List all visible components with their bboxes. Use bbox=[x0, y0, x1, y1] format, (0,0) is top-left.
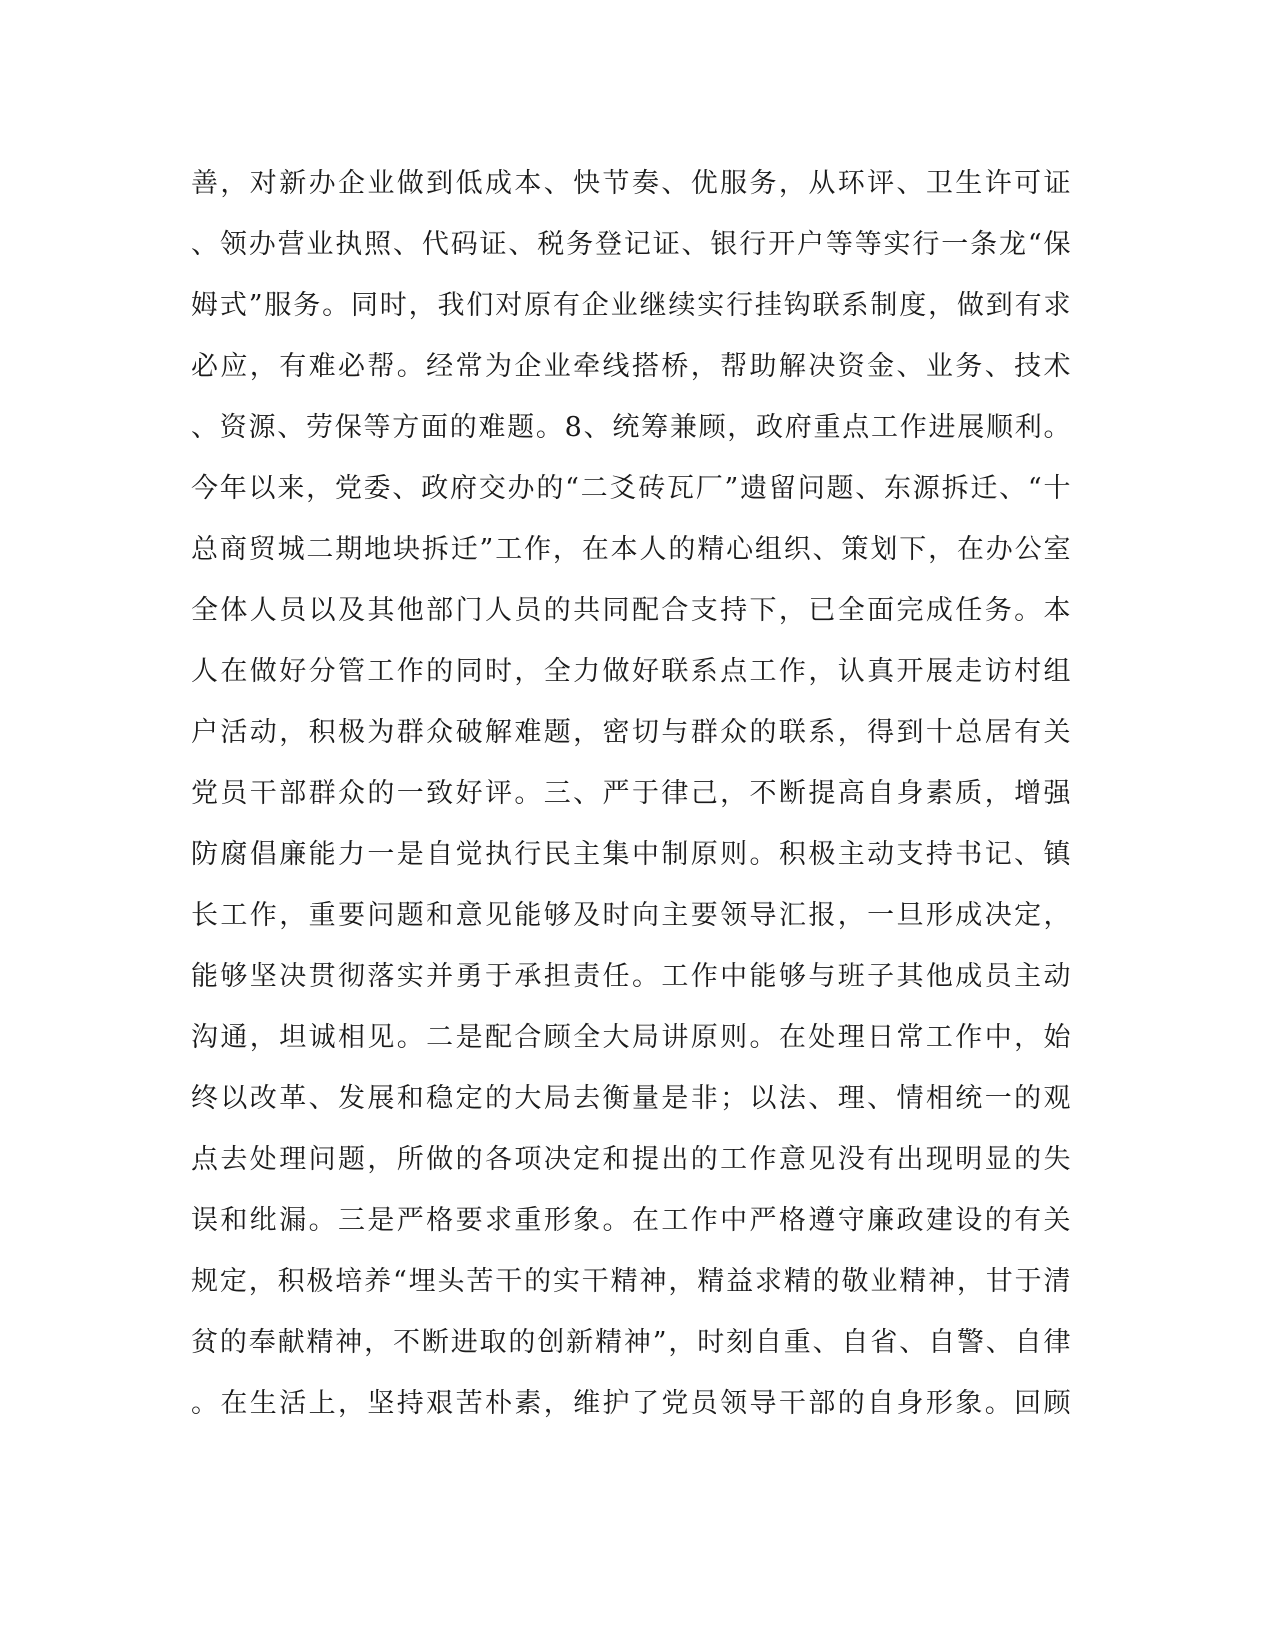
text-line: 沟通，坦诚相见。二是配合顾全大局讲原则。在处理日常工作中，始 bbox=[191, 1022, 1071, 1053]
text-line: 点去处理问题，所做的各项决定和提出的工作意见没有出现明显的失 bbox=[191, 1144, 1071, 1175]
text-line: 。在生活上，坚持艰苦朴素，维护了党员领导干部的自身形象。回顾 bbox=[191, 1388, 1071, 1419]
text-line: 、资源、劳保等方面的难题。8、统筹兼顾，政府重点工作进展顺利。 bbox=[191, 412, 1071, 443]
text-line: 党员干部群众的一致好评。三、严于律己，不断提高自身素质，增强 bbox=[191, 778, 1071, 809]
text-line: 户活动，积极为群众破解难题，密切与群众的联系，得到十总居有关 bbox=[191, 717, 1071, 748]
text-line: 、领办营业执照、代码证、税务登记证、银行开户等等实行一条龙“保 bbox=[191, 229, 1071, 260]
text-line: 总商贸城二期地块拆迁”工作，在本人的精心组织、策划下，在办公室 bbox=[191, 534, 1071, 565]
text-line: 误和纰漏。三是严格要求重形象。在工作中严格遵守廉政建设的有关 bbox=[191, 1205, 1071, 1236]
text-line: 能够坚决贯彻落实并勇于承担责任。工作中能够与班子其他成员主动 bbox=[191, 961, 1071, 992]
text-line: 人在做好分管工作的同时，全力做好联系点工作，认真开展走访村组 bbox=[191, 656, 1071, 687]
text-line: 终以改革、发展和稳定的大局去衡量是非；以法、理、情相统一的观 bbox=[191, 1083, 1071, 1114]
text-line: 规定，积极培养“埋头苦干的实干精神，精益求精的敬业精神，甘于清 bbox=[191, 1266, 1071, 1297]
text-line: 善，对新办企业做到低成本、快节奏、优服务，从环评、卫生许可证 bbox=[191, 168, 1071, 199]
text-line: 姆式”服务。同时，我们对原有企业继续实行挂钩联系制度，做到有求 bbox=[191, 290, 1071, 321]
body-text bbox=[191, 164, 1071, 1445]
text-line: 防腐倡廉能力一是自觉执行民主集中制原则。积极主动支持书记、镇 bbox=[191, 839, 1071, 870]
text-line: 长工作，重要问题和意见能够及时向主要领导汇报，一旦形成决定， bbox=[191, 900, 1071, 931]
text-line: 贫的奉献精神，不断进取的创新精神”，时刻自重、自省、自警、自律 bbox=[191, 1327, 1071, 1358]
text-line: 全体人员以及其他部门人员的共同配合支持下，已全面完成任务。本 bbox=[191, 595, 1071, 626]
text-line: 今年以来，党委、政府交办的“二爻砖瓦厂”遗留问题、东源拆迁、“十 bbox=[191, 473, 1071, 504]
text-line: 必应，有难必帮。经常为企业牵线搭桥，帮助解决资金、业务、技术 bbox=[191, 351, 1071, 382]
